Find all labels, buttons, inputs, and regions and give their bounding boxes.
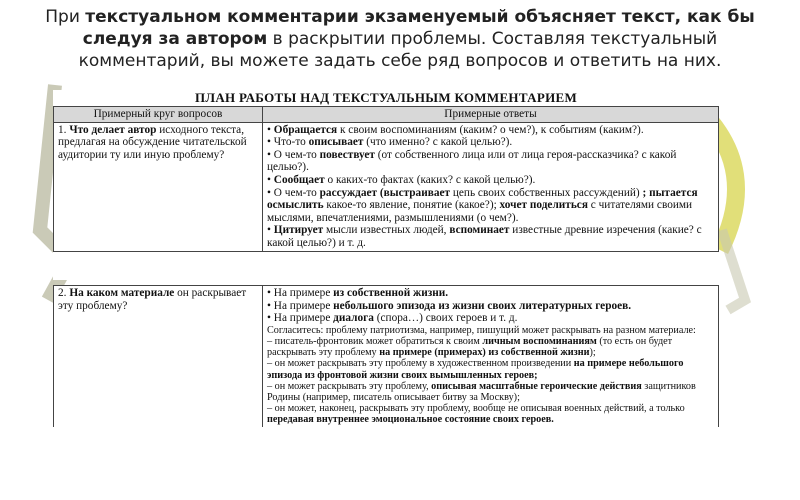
intro-part-1: При (45, 7, 86, 27)
list-item: • О чем-то рассуждает (выстраивает цепь своих собственных рассуждений) ; пытается осмыслить какое-то явление, понятие (какое?); хочет поделиться с читателями своими мыслями, впечатлениями, размышлениями (о чем?). (267, 187, 714, 225)
list-item: • Обращается к своим воспоминаниям (каким? о чем?), к событиям (каким?). (267, 124, 714, 137)
agreement-note: Согласитесь: проблему патриотизма, например, пишущий может раскрывать на разном материале: (267, 324, 696, 336)
list-item: • На примере небольшого эпизода из жизни своих литературных героев. (267, 300, 714, 313)
plan-table-top (53, 90, 719, 280)
intro-part-3: в раскрытии проблемы. Составляя текстуальный комментарий, вы можете (78, 29, 718, 71)
table-row (54, 122, 719, 251)
list-item: • На примере диалога (спора…) своих героев и т. д. (267, 312, 714, 325)
table-header-row (54, 107, 719, 123)
list-item: – он может раскрывать эту проблему, описывая масштабные героические действия защитников Родины (например, писатель описывает битву за Москву); (267, 381, 714, 403)
question-cell-2: 2. На каком материале он раскрывает эту проблему? (54, 286, 263, 427)
list-item: • На примере из собственной жизни. (267, 287, 714, 300)
list-item: • О чем-то повествует (от собственного лица или от лица героя-рассказчика? с какой целью?). (267, 149, 714, 174)
col-header-answers: Примерные ответы (263, 107, 719, 123)
list-item: – он может раскрывать эту проблему в художественном произведении на примере небольшого эпизода из фронтовой жизни своих вымышленных героев; (267, 358, 714, 380)
list-item: – он может, наконец, раскрывать эту проблему, вообще не описывая военных действий, а только передавая внутреннее эмоциональное состояние своих героев. (267, 403, 714, 425)
intro-text (18, 6, 782, 72)
plan-table-continued (53, 285, 719, 427)
question-cell-1: 1. Что делает автор исходного текста, предлагая на обсуждение читательской аудитории ту или иную проблему? (54, 122, 263, 251)
answer-cell-1 (263, 122, 719, 251)
list-item: • Цитирует мысли известных людей, вспоминает известные древние изречения (какие? с какой целью?) и т. д. (267, 224, 714, 249)
col-header-questions: Примерный круг вопросов (54, 107, 263, 123)
plan-title: ПЛАН РАБОТЫ НАД ТЕКСТУАЛЬНЫМ КОММЕНТАРИЕМ (194, 90, 578, 105)
list-item: • Что-то описывает (что именно? с какой целью?). (267, 136, 714, 149)
table-row (54, 286, 719, 427)
plan-table (53, 106, 719, 252)
answer-cell-2 (263, 286, 719, 427)
list-item: – писатель-фронтовик может обратиться к своим личным воспоминаниям (то есть он будет раскрывать эту проблему на примере (примерах) из собственной жизни); (267, 336, 714, 358)
intro-part-5: задать себе ряд вопросов и ответить на них. (314, 51, 722, 71)
intro-part-2-bold: текстуальном комментарии экзаменуемый объясняет текст, как бы следуя за автором (82, 7, 755, 49)
list-item: • Сообщает о каких-то фактах (каких? с какой целью?). (267, 174, 714, 187)
plan-table-bottom (53, 285, 719, 495)
